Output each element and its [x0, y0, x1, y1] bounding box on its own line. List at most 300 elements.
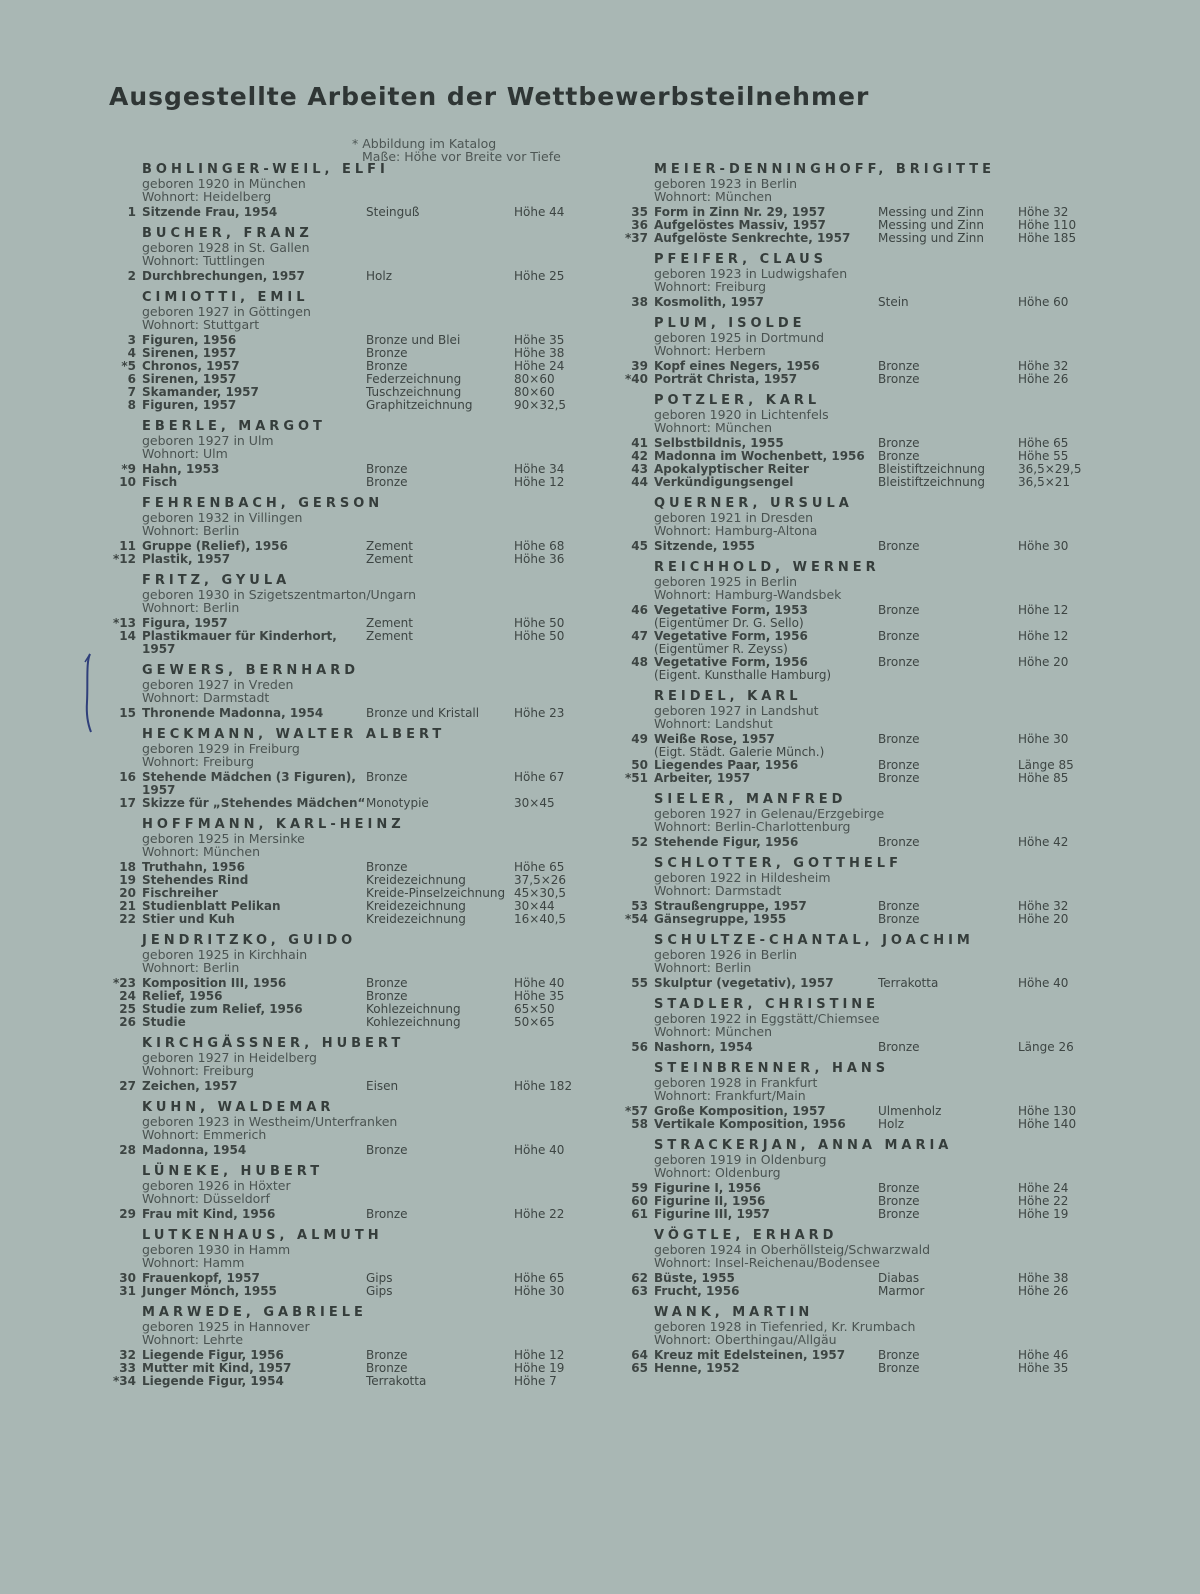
work-number: 30	[119, 1271, 136, 1285]
work-number: *37	[625, 231, 648, 245]
work-title: Frauenkopf, 1957	[142, 1271, 260, 1285]
work-number: 29	[119, 1207, 136, 1221]
artist-entry	[108, 226, 588, 283]
work-title: Zeichen, 1957	[142, 1079, 238, 1093]
work-title: Große Komposition, 1957	[654, 1104, 826, 1118]
artist-name: EBERLE, MARGOT	[142, 419, 326, 434]
work-dimensions: 50×65	[514, 1015, 555, 1029]
artist-birth: geboren 1930 in Szigetszentmarton/Ungarn	[142, 587, 417, 602]
artist-name: VÖGTLE, ERHARD	[654, 1228, 838, 1243]
work-dimensions: 80×60	[514, 372, 555, 386]
work-dimensions: Höhe 22	[1018, 1194, 1069, 1208]
artist-residence: Wohnort: Frankfurt/Main	[654, 1088, 806, 1103]
artist-birth: geboren 1920 in Lichtenfels	[654, 407, 829, 422]
artist-entry	[108, 290, 588, 412]
legend-illustration-note: * Abbildung im Katalog	[352, 136, 497, 151]
work-title: Vertikale Komposition, 1956	[654, 1117, 846, 1131]
work-material: Messing und Zinn	[878, 205, 985, 219]
artist-entry	[108, 1228, 588, 1298]
work-title: Weiße Rose, 1957	[654, 732, 775, 746]
work-material: Gips	[366, 1271, 393, 1285]
work-title: Arbeiter, 1957	[654, 771, 751, 785]
artist-birth: geboren 1927 in Landshut	[654, 703, 819, 718]
work-number: 1	[127, 205, 136, 219]
artist-residence: Wohnort: Düsseldorf	[142, 1191, 270, 1206]
artist-name: WANK, MARTIN	[654, 1305, 814, 1320]
artist-residence: Wohnort: Lehrte	[142, 1332, 244, 1347]
work-number: *9	[121, 462, 136, 476]
work-material: Bronze	[878, 771, 920, 785]
work-material: Federzeichnung	[366, 372, 462, 386]
artist-birth: geboren 1923 in Ludwigshafen	[654, 266, 848, 281]
work-title: Thronende Madonna, 1954	[142, 706, 324, 720]
artist-residence: Wohnort: Berlin	[142, 960, 240, 975]
work-material: Bronze	[366, 989, 408, 1003]
catalog-legend	[352, 137, 561, 163]
work-title: Plastik, 1957	[142, 552, 231, 566]
work-row	[620, 1118, 1090, 1131]
work-material: Bronze	[366, 1348, 408, 1362]
artist-name: LÜNEKE, HUBERT	[142, 1164, 324, 1179]
work-row	[620, 296, 1090, 309]
artist-name: BOHLINGER-WEIL, ELFI	[142, 162, 389, 177]
work-row	[620, 913, 1090, 926]
work-title: Kopf eines Negers, 1956	[654, 359, 820, 373]
work-material: Bronze	[878, 372, 920, 386]
work-dimensions: Höhe 32	[1018, 899, 1069, 913]
artist-residence: Wohnort: Oldenburg	[654, 1165, 781, 1180]
work-number: 48	[631, 655, 648, 669]
artist-entry	[620, 792, 1090, 849]
work-title: Plastikmauer für Kinderhort, 1957	[142, 629, 337, 656]
work-number: *57	[625, 1104, 648, 1118]
work-dimensions: Höhe 65	[514, 860, 565, 874]
artist-name: POTZLER, KARL	[654, 393, 821, 408]
artist-birth: geboren 1922 in Hildesheim	[654, 870, 831, 885]
work-number: 60	[631, 1194, 648, 1208]
artist-name: REIDEL, KARL	[654, 689, 802, 704]
work-material: Kreide-Pinselzeichnung	[366, 886, 506, 900]
work-row	[620, 1208, 1090, 1221]
work-dimensions: Höhe 182	[514, 1079, 573, 1093]
work-material: Bronze	[878, 1181, 920, 1195]
work-material: Holz	[878, 1117, 904, 1131]
artist-entry	[620, 1138, 1090, 1221]
work-row	[620, 373, 1090, 386]
work-number: 43	[631, 462, 648, 476]
work-title: Fisch	[142, 475, 178, 489]
work-dimensions: Höhe 22	[514, 1207, 565, 1221]
work-row	[108, 476, 588, 489]
work-material: Tuschzeichnung	[366, 385, 462, 399]
artist-entry	[620, 856, 1090, 926]
artist-name: REICHHOLD, WERNER	[654, 560, 880, 575]
artist-name: LUTKENHAUS, ALMUTH	[142, 1228, 383, 1243]
work-title: Büste, 1955	[654, 1271, 735, 1285]
work-material: Kohlezeichnung	[366, 1002, 461, 1016]
work-title: Skamander, 1957	[142, 385, 259, 399]
work-number: 55	[631, 976, 648, 990]
artist-residence: Wohnort: München	[142, 844, 261, 859]
work-dimensions: Höhe 46	[1018, 1348, 1069, 1362]
work-number: 2	[127, 269, 136, 283]
artist-name: MEIER-DENNINGHOFF, BRIGITTE	[654, 162, 996, 177]
work-number: 21	[119, 899, 136, 913]
work-dimensions: Höhe 50	[514, 629, 565, 643]
artist-entry	[108, 817, 588, 926]
work-number: 56	[631, 1040, 648, 1054]
artist-residence: Wohnort: Oberthingau/Allgäu	[654, 1332, 837, 1347]
work-row	[108, 206, 588, 219]
work-material: Zement	[366, 539, 413, 553]
work-owner-note: (Eigt. Städt. Galerie Münch.)	[654, 745, 825, 759]
work-material: Bronze	[878, 1040, 920, 1054]
work-dimensions: Höhe 35	[514, 989, 565, 1003]
work-material: Bronze und Kristall	[366, 706, 480, 720]
work-row	[620, 1362, 1090, 1375]
work-number: 14	[119, 629, 136, 643]
work-dimensions: Höhe 30	[1018, 539, 1069, 553]
work-dimensions: Höhe 19	[1018, 1207, 1069, 1221]
work-dimensions: Höhe 55	[1018, 449, 1069, 463]
work-material: Kreidezeichnung	[366, 899, 466, 913]
work-number: 36	[631, 218, 648, 232]
artist-entry	[108, 1036, 588, 1093]
work-material: Bronze	[878, 1348, 920, 1362]
artist-residence: Wohnort: Ulm	[142, 446, 228, 461]
work-title: Frau mit Kind, 1956	[142, 1207, 276, 1221]
work-number: 27	[119, 1079, 136, 1093]
artist-birth: geboren 1925 in Mersinke	[142, 831, 305, 846]
work-number: 25	[119, 1002, 136, 1016]
work-title: Figurine III, 1957	[654, 1207, 770, 1221]
work-title: Studienblatt Pelikan	[142, 899, 281, 913]
artist-name: KUHN, WALDEMAR	[142, 1100, 335, 1115]
work-material: Eisen	[366, 1079, 399, 1093]
work-row	[620, 1285, 1090, 1298]
work-number: 26	[119, 1015, 136, 1029]
work-number: 53	[631, 899, 648, 913]
legend-dimensions-note: Maße: Höhe vor Breite vor Tiefe	[362, 149, 561, 164]
work-material: Bronze	[878, 899, 920, 913]
work-material: Terrakotta	[878, 976, 939, 990]
artist-entry	[620, 162, 1090, 245]
work-number: 46	[631, 603, 648, 617]
right-column	[620, 162, 1090, 1382]
artist-birth: geboren 1928 in St. Gallen	[142, 240, 310, 255]
work-dimensions: Höhe 20	[1018, 912, 1069, 926]
artist-residence: Wohnort: München	[654, 189, 773, 204]
artist-residence: Wohnort: Freiburg	[142, 1063, 255, 1078]
work-title: Mutter mit Kind, 1957	[142, 1361, 292, 1375]
work-row	[620, 540, 1090, 553]
artist-entry	[108, 933, 588, 1029]
work-title: Selbstbildnis, 1955	[654, 436, 784, 450]
work-dimensions: 65×50	[514, 1002, 555, 1016]
work-dimensions: Höhe 12	[1018, 603, 1069, 617]
work-dimensions: Höhe 65	[1018, 436, 1069, 450]
artist-birth: geboren 1925 in Berlin	[654, 574, 798, 589]
artist-residence: Wohnort: Insel-Reichenau/Bodensee	[654, 1255, 880, 1270]
artist-entry	[620, 933, 1090, 990]
work-material: Bronze	[878, 436, 920, 450]
artist-entry	[620, 1305, 1090, 1375]
artist-entry	[620, 1228, 1090, 1298]
work-title: Kosmolith, 1957	[654, 295, 764, 309]
artist-name: SCHLOTTER, GOTTHELF	[654, 856, 902, 871]
artist-entry	[108, 663, 588, 720]
work-material: Stein	[878, 295, 909, 309]
artist-name: HECKMANN, WALTER ALBERT	[142, 727, 446, 742]
work-material: Bronze	[366, 462, 408, 476]
artist-entry	[620, 496, 1090, 553]
work-dimensions: Höhe 12	[514, 475, 565, 489]
artist-name: HOFFMANN, KARL-HEINZ	[142, 817, 405, 832]
work-dimensions: Höhe 12	[514, 1348, 565, 1362]
work-dimensions: 16×40,5	[514, 912, 567, 926]
work-dimensions: Länge 85	[1018, 758, 1074, 772]
artist-name: STRACKERJAN, ANNA MARIA	[654, 1138, 953, 1153]
artist-residence: Wohnort: Hamm	[142, 1255, 245, 1270]
work-title: Nashorn, 1954	[654, 1040, 753, 1054]
work-row	[108, 1080, 588, 1093]
work-title: Figuren, 1957	[142, 398, 237, 412]
work-title: Frucht, 1956	[654, 1284, 740, 1298]
work-row	[620, 1041, 1090, 1054]
work-material: Bronze	[878, 912, 920, 926]
work-dimensions: Höhe 67	[514, 770, 565, 784]
work-title: Aufgelöstes Massiv, 1957	[654, 218, 826, 232]
artist-birth: geboren 1921 in Dresden	[654, 510, 814, 525]
work-dimensions: Höhe 20	[1018, 655, 1069, 669]
work-owner-note: (Eigent. Kunsthalle Hamburg)	[654, 668, 832, 682]
work-dimensions: Höhe 24	[1018, 1181, 1069, 1195]
work-material: Bronze	[878, 1207, 920, 1221]
work-title: Durchbrechungen, 1957	[142, 269, 305, 283]
work-title: Fischreiher	[142, 886, 218, 900]
artist-birth: geboren 1927 in Ulm	[142, 433, 274, 448]
work-material: Bronze	[366, 346, 408, 360]
work-title: Figuren, 1956	[142, 333, 237, 347]
work-number: 64	[631, 1348, 648, 1362]
work-title: Figurine II, 1956	[654, 1194, 766, 1208]
work-row	[108, 1016, 588, 1029]
artist-birth: geboren 1930 in Hamm	[142, 1242, 291, 1257]
work-material: Bronze	[878, 835, 920, 849]
work-title: Madonna im Wochenbett, 1956	[654, 449, 865, 463]
work-row	[108, 553, 588, 566]
work-material: Bronze	[366, 770, 408, 784]
work-number: 59	[631, 1181, 648, 1195]
work-number: 15	[119, 706, 136, 720]
artist-name: PLUM, ISOLDE	[654, 316, 806, 331]
work-dimensions: 30×45	[514, 796, 555, 810]
work-material: Bronze	[366, 976, 408, 990]
work-title: Stier und Kuh	[142, 912, 235, 926]
work-row	[108, 399, 588, 412]
work-material: Bronze	[878, 1361, 920, 1375]
work-dimensions: Länge 26	[1018, 1040, 1074, 1054]
work-dimensions: 45×30,5	[514, 886, 567, 900]
work-dimensions: Höhe 40	[514, 976, 565, 990]
work-material: Bronze	[366, 475, 408, 489]
artist-entry	[108, 727, 588, 810]
work-dimensions: Höhe 19	[514, 1361, 565, 1375]
artist-entry	[108, 1164, 588, 1221]
work-title: Madonna, 1954	[142, 1143, 247, 1157]
work-title: Skulptur (vegetativ), 1957	[654, 976, 834, 990]
artist-birth: geboren 1925 in Kirchhain	[142, 947, 308, 962]
artist-name: STEINBRENNER, HANS	[654, 1061, 890, 1076]
work-row	[108, 1375, 588, 1388]
work-dimensions: Höhe 185	[1018, 231, 1077, 245]
artist-entry	[620, 560, 1090, 682]
work-row	[620, 772, 1090, 785]
page-title: Ausgestellte Arbeiten der Wettbewerbsteilnehmer	[109, 82, 870, 111]
work-title: Liegendes Paar, 1956	[654, 758, 799, 772]
work-title: Henne, 1952	[654, 1361, 740, 1375]
work-number: 41	[631, 436, 648, 450]
work-material: Bronze und Blei	[366, 333, 461, 347]
artist-birth: geboren 1928 in Frankfurt	[654, 1075, 818, 1090]
work-dimensions: Höhe 35	[514, 333, 565, 347]
artist-name: BUCHER, FRANZ	[142, 226, 313, 241]
work-title: Aufgelöste Senkrechte, 1957	[654, 231, 851, 245]
work-dimensions: Höhe 60	[1018, 295, 1069, 309]
work-dimensions: 37,5×26	[514, 873, 567, 887]
work-number: *5	[121, 359, 136, 373]
artist-residence: Wohnort: München	[654, 1024, 773, 1039]
work-material: Bleistiftzeichnung	[878, 475, 985, 489]
artist-birth: geboren 1926 in Berlin	[654, 947, 798, 962]
artist-residence: Wohnort: Freiburg	[654, 279, 767, 294]
artist-residence: Wohnort: Berlin	[142, 523, 240, 538]
work-row	[108, 1144, 588, 1157]
work-material: Bronze	[878, 603, 920, 617]
artist-name: CIMIOTTI, EMIL	[142, 290, 309, 305]
work-number: 39	[631, 359, 648, 373]
work-title: Studie	[142, 1015, 186, 1029]
artist-entry	[620, 689, 1090, 785]
artist-name: KIRCHGÄSSNER, HUBERT	[142, 1036, 405, 1051]
artist-birth: geboren 1920 in München	[142, 176, 306, 191]
work-material: Bronze	[878, 1194, 920, 1208]
artist-birth: geboren 1928 in Tiefenried, Kr. Krumbach	[654, 1319, 916, 1334]
artist-entry	[108, 1305, 588, 1388]
work-material: Bronze	[366, 359, 408, 373]
artist-birth: geboren 1927 in Gelenau/Erzgebirge	[654, 806, 885, 821]
work-row	[108, 270, 588, 283]
work-title: Gruppe (Relief), 1956	[142, 539, 288, 553]
work-material: Kreidezeichnung	[366, 873, 466, 887]
work-number: 63	[631, 1284, 648, 1298]
work-dimensions: Höhe 50	[514, 616, 565, 630]
work-title: Sitzende Frau, 1954	[142, 205, 278, 219]
work-material: Marmor	[878, 1284, 925, 1298]
artist-name: PFEIFER, CLAUS	[654, 252, 828, 267]
artist-birth: geboren 1924 in Oberhöllsteig/Schwarzwald	[654, 1242, 931, 1257]
work-number: 58	[631, 1117, 648, 1131]
left-column	[108, 162, 588, 1395]
work-dimensions: Höhe 40	[1018, 976, 1069, 990]
work-number: 19	[119, 873, 136, 887]
work-material: Bronze	[878, 655, 920, 669]
work-number: 17	[119, 796, 136, 810]
work-dimensions: Höhe 65	[514, 1271, 565, 1285]
artist-name: FEHRENBACH, GERSON	[142, 496, 384, 511]
work-number: 33	[119, 1361, 136, 1375]
work-number: 10	[119, 475, 136, 489]
work-dimensions: Höhe 34	[514, 462, 565, 476]
artist-residence: Wohnort: Heidelberg	[142, 189, 272, 204]
work-material: Terrakotta	[366, 1374, 427, 1388]
work-dimensions: Höhe 42	[1018, 835, 1069, 849]
work-material: Zement	[366, 552, 413, 566]
work-title: Apokalyptischer Reiter	[654, 462, 809, 476]
work-number: 32	[119, 1348, 136, 1362]
work-dimensions: Höhe 32	[1018, 205, 1069, 219]
work-number: 44	[631, 475, 648, 489]
artist-entry	[108, 162, 588, 219]
work-dimensions: 30×44	[514, 899, 555, 913]
work-row	[108, 630, 588, 656]
artist-residence: Wohnort: Darmstadt	[142, 690, 270, 705]
work-dimensions: 90×32,5	[514, 398, 567, 412]
artist-name: JENDRITZKO, GUIDO	[142, 933, 357, 948]
work-material: Bleistiftzeichnung	[878, 462, 985, 476]
artist-entry	[108, 496, 588, 566]
work-material: Bronze	[366, 1361, 408, 1375]
artist-birth: geboren 1923 in Westheim/Unterfranken	[142, 1114, 398, 1129]
artist-entry	[620, 316, 1090, 386]
artist-birth: geboren 1925 in Hannover	[142, 1319, 310, 1334]
work-row	[620, 977, 1090, 990]
work-dimensions: Höhe 7	[514, 1374, 557, 1388]
work-title: Sitzende, 1955	[654, 539, 756, 553]
work-title: Sirenen, 1957	[142, 346, 237, 360]
work-number: 24	[119, 989, 136, 1003]
artist-residence: Wohnort: Landshut	[654, 716, 773, 731]
artist-birth: geboren 1926 in Höxter	[142, 1178, 291, 1193]
work-title: Liegende Figur, 1956	[142, 1348, 284, 1362]
work-title: Verkündigungsengel	[654, 475, 794, 489]
work-dimensions: Höhe 44	[514, 205, 565, 219]
work-dimensions: Höhe 140	[1018, 1117, 1077, 1131]
artist-entry	[620, 1061, 1090, 1131]
work-dimensions: Höhe 25	[514, 269, 565, 283]
work-number: 4	[127, 346, 136, 360]
work-material: Messing und Zinn	[878, 218, 985, 232]
work-row	[108, 771, 588, 797]
work-title: Skizze für „Stehendes Mädchen“	[142, 796, 366, 810]
work-title: Gänsegruppe, 1955	[654, 912, 787, 926]
work-dimensions: Höhe 110	[1018, 218, 1077, 232]
work-title: Studie zum Relief, 1956	[142, 1002, 303, 1016]
work-title: Straußengruppe, 1957	[654, 899, 807, 913]
work-number: 20	[119, 886, 136, 900]
work-material: Bronze	[878, 359, 920, 373]
work-number: *12	[113, 552, 136, 566]
work-number: 38	[631, 295, 648, 309]
artist-name: STADLER, CHRISTINE	[654, 997, 880, 1012]
work-dimensions: Höhe 35	[1018, 1361, 1069, 1375]
work-dimensions: Höhe 36	[514, 552, 565, 566]
work-title: Stehende Mädchen (3 Figuren), 1957	[142, 770, 356, 797]
artist-birth: geboren 1929 in Freiburg	[142, 741, 300, 756]
work-dimensions: Höhe 32	[1018, 359, 1069, 373]
work-material: Messing und Zinn	[878, 231, 985, 245]
artist-birth: geboren 1932 in Villingen	[142, 510, 303, 525]
